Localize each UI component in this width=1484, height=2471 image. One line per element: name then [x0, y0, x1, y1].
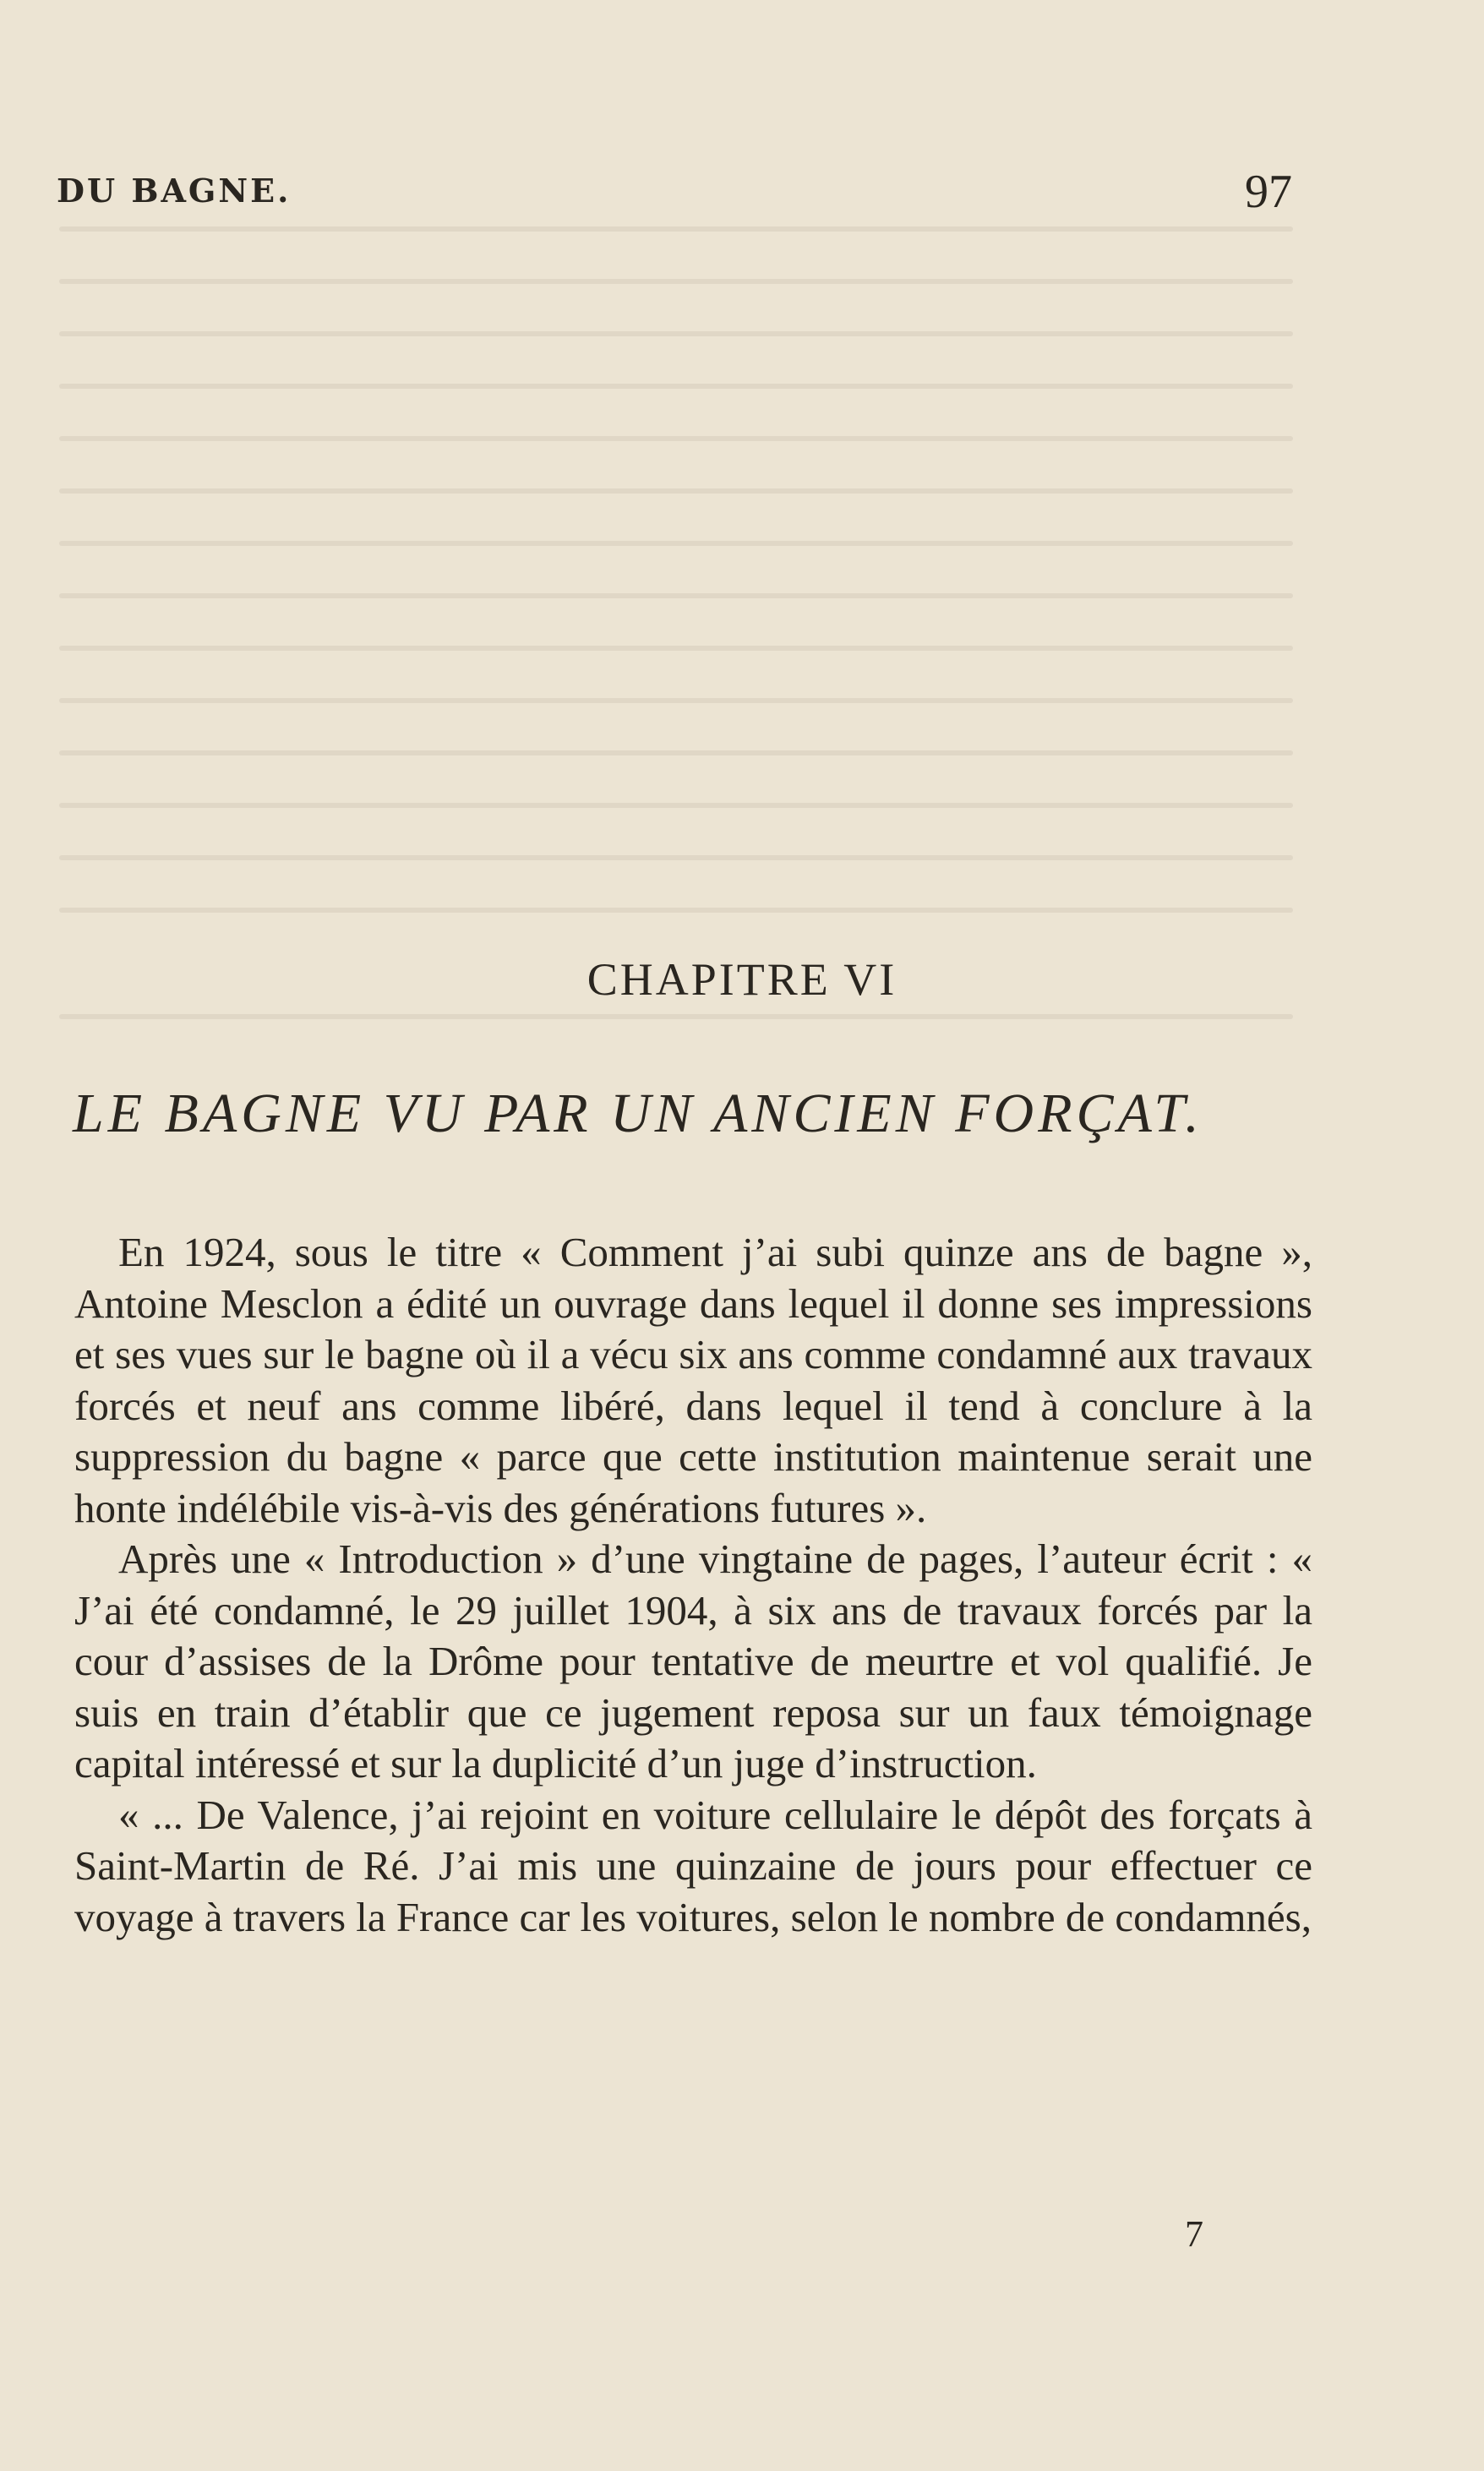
show-through-line: [59, 331, 1293, 336]
page-number: 97: [1245, 166, 1292, 218]
show-through-line: [59, 436, 1293, 441]
show-through-line: [59, 226, 1293, 232]
show-through-line: [59, 541, 1293, 546]
show-through-line: [59, 698, 1293, 703]
chapter-label: CHAPITRE VI: [587, 954, 897, 1005]
paragraph: « ... De Valence, j’ai rejoint en voiture cellulaire le dépôt des forçats à Saint-Martin de Ré. J’ai mis une quinzaine de jours pour effectuer ce voyage à travers la France car les voitures, selon le nombre de condamnés,: [74, 1791, 1312, 1940]
paragraph: Après une « Introduction » d’une vingtaine de pages, l’auteur écrit : « J’ai été condamné, le 29 juillet 1904, à six ans de travaux forcés par la cour d’assises de la Drôme pour tentative de meurtre et vol qualifié. Je suis en train d’établir que ce jugement reposa sur un faux témoignage capital intéressé et sur la duplicité d’un juge d’instruction.: [74, 1536, 1312, 1786]
show-through-line: [59, 488, 1293, 494]
show-through-line: [59, 646, 1293, 651]
paragraph: En 1924, sous le titre « Comment j’ai subi quinze ans de bagne », Antoine Mesclon a édité un ouvrage dans lequel il donne ses impressions et ses vues sur le bagne où il a vécu six ans comme condamné aux travaux forcés et neuf ans comme libéré, dans lequel il tend à conclure à la suppression du bagne « parce que cette institution maintenue serait une honte indélébile vis-à-vis des générations futures ».: [74, 1229, 1312, 1531]
signature-mark: 7: [1185, 2213, 1203, 2255]
running-head: [57, 165, 1292, 218]
show-through-line: [59, 1014, 1293, 1019]
chapter-title: LE BAGNE VU PAR UN ANCIEN FORÇAT.: [73, 1083, 1203, 1144]
show-through-line: [59, 384, 1293, 389]
show-through-line: [59, 279, 1293, 284]
body-text: [74, 1227, 1312, 1943]
show-through-line: [59, 593, 1293, 598]
running-title: DU BAGNE.: [57, 172, 292, 210]
show-through-line: [59, 855, 1293, 860]
show-through-line: [59, 750, 1293, 755]
show-through-line: [59, 908, 1293, 913]
show-through-line: [59, 803, 1293, 808]
